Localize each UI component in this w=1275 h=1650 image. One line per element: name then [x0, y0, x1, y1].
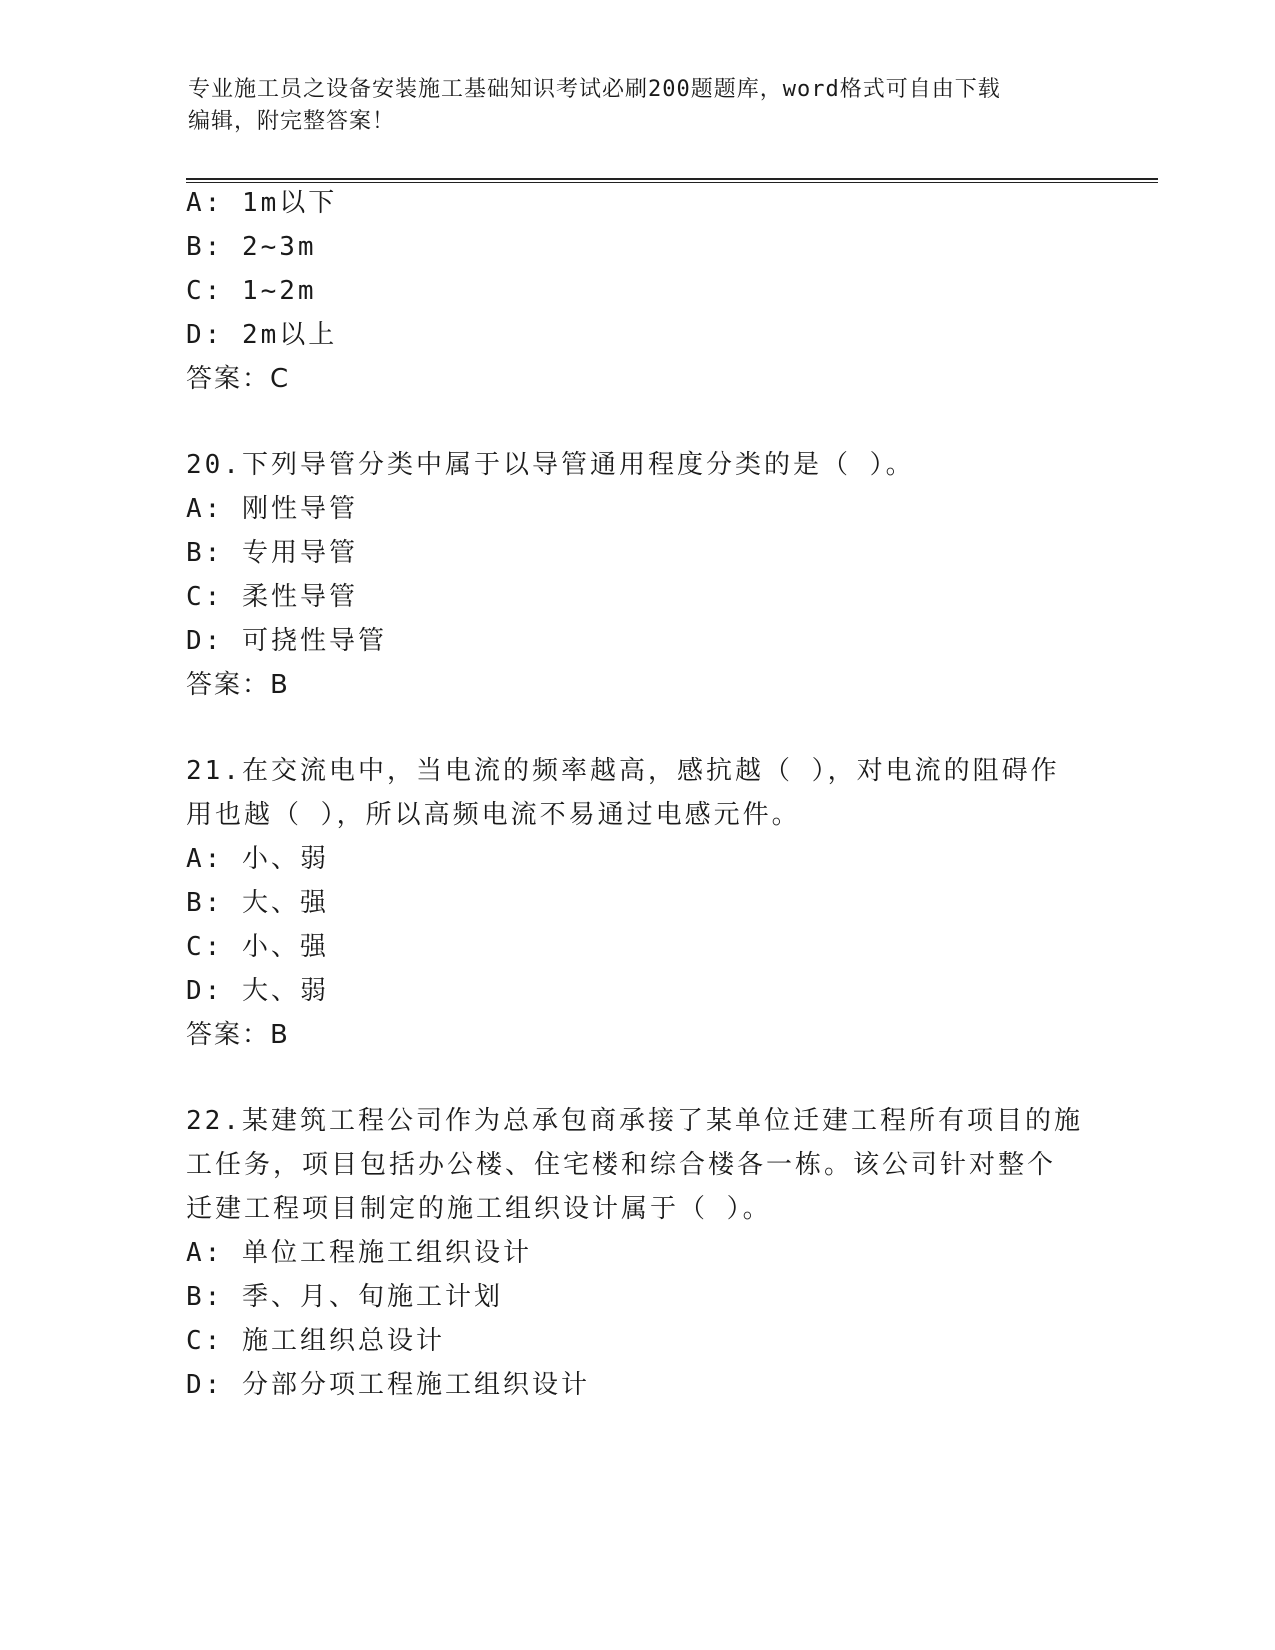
header-line-1: 专业施工员之设备安装施工基础知识考试必刷200题题库，word格式可自由下载: [188, 77, 1001, 102]
q22-option-a: A: 单位工程施工组织设计: [186, 1238, 532, 1268]
q21-answer: 答案：B: [186, 1020, 290, 1050]
q21-option-d: D: 大、弱: [186, 976, 329, 1006]
q20-option-a: A: 刚性导管: [186, 494, 358, 524]
q21-option-c: C: 小、强: [186, 932, 329, 962]
q22-option-c: C: 施工组织总设计: [186, 1326, 445, 1356]
q19-answer: 答案：C: [186, 364, 291, 394]
q22-option-d: D: 分部分项工程施工组织设计: [186, 1370, 590, 1400]
q22-stem-line-3: 迁建工程项目制定的施工组织设计属于（ ）。: [186, 1194, 772, 1224]
q20-answer: 答案：B: [186, 670, 290, 700]
q19-option-a: A: 1m以下: [186, 188, 338, 218]
q21-stem-line-2: 用也越（ ），所以高频电流不易通过电感元件。: [186, 800, 801, 830]
header-line-2: 编辑，附完整答案！: [188, 109, 396, 134]
header-divider: [186, 178, 1158, 183]
q21-option-a: A: 小、弱: [186, 844, 329, 874]
q19-option-b: B: 2~3m: [186, 232, 317, 262]
q21-stem-line-1: 21.在交流电中，当电流的频率越高，感抗越（ ），对电流的阻碍作: [186, 756, 1060, 786]
q20-option-b: B: 专用导管: [186, 538, 358, 568]
q22-stem-line-1: 22.某建筑工程公司作为总承包商承接了某单位迁建工程所有项目的施: [186, 1106, 1083, 1136]
q20-stem: 20.下列导管分类中属于以导管通用程度分类的是（ ）。: [186, 450, 915, 480]
q21-option-b: B: 大、强: [186, 888, 329, 918]
q19-option-d: D: 2m以上: [186, 320, 338, 350]
q19-option-c: C: 1~2m: [186, 276, 317, 306]
document-header: [188, 74, 1088, 138]
q22-stem-line-2: 工任务，项目包括办公楼、住宅楼和综合楼各一栋。该公司针对整个: [186, 1150, 1057, 1180]
q20-option-d: D: 可挠性导管: [186, 626, 387, 656]
q20-option-c: C: 柔性导管: [186, 582, 358, 612]
q22-option-b: B: 季、月、旬施工计划: [186, 1282, 503, 1312]
